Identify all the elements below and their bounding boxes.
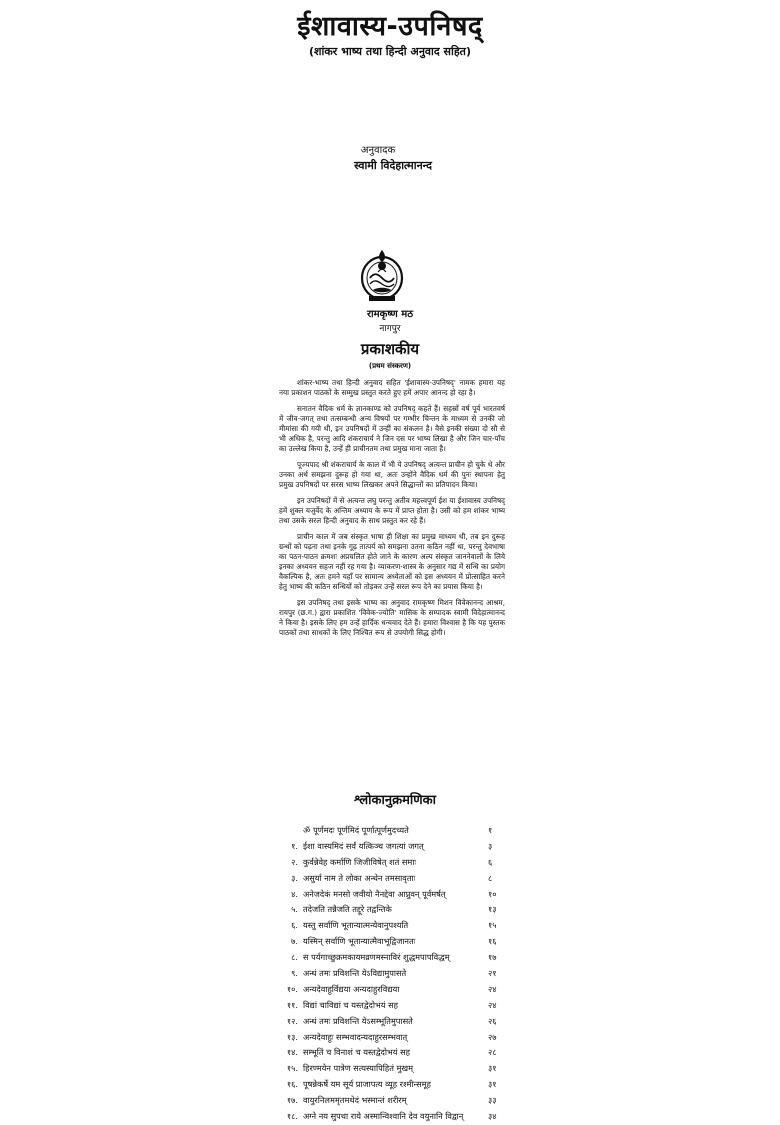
index-verse: कुर्वन्नेवेह कर्माणि जिजीविषेत् शतं समाः (303, 856, 417, 867)
index-row (276, 1014, 508, 1030)
index-verse: असुर्या नाम ते लोका अन्धेन तमसावृताः (303, 872, 416, 883)
index-verse: अनेजदेकं मनसो जवीयो नैनद्देवा आप्नुवन् पूर्वमर्षत् (303, 888, 446, 899)
index-number: ५. (291, 904, 298, 915)
index-row (276, 934, 508, 950)
index-verse: अन्धं तमः प्रविशन्ति येऽविद्यामुपासते (303, 968, 407, 979)
index-row (276, 918, 508, 934)
index-verse: ईशा वास्यमिदं सर्वं यत्किञ्च जगत्यां जगत् (303, 840, 424, 851)
index-page: २७ (488, 1031, 497, 1042)
index-row (276, 902, 508, 918)
index-verse: ॐ पूर्णमदः पूर्णमिदं पूर्णात्पूर्णमुदच्यते (303, 825, 409, 835)
index-page: ३४ (488, 1111, 497, 1122)
index-number: ८. (291, 952, 298, 963)
index-verse: यस्तु सर्वाणि भूतान्यात्मन्येवानुपश्यति (303, 920, 409, 931)
publisher-name: रामकृष्ण मठ (366, 309, 414, 320)
index-row (276, 887, 508, 903)
index-page: १५ (488, 920, 497, 931)
index-row (276, 1077, 508, 1093)
index-number: १४. (286, 1047, 298, 1058)
index-page: २१ (488, 968, 497, 979)
index-number: १३. (286, 1031, 298, 1042)
foreword-paragraph: प्राचीन काल में जब संस्कृत भाषा ही शिक्षा का प्रमुख माध्यम थी, तब इन दुरूह ग्रन्थों को पढ़ना तथा इनके गूढ़ तात्पर्य को समझना उतना कठिन नहीं था, परन्तु देवभाषा का पठन-पाठन क्रमशः अप्रचलित होते जाने के कारण अल्प संस्कृत जाननेवालों के लिये इनका अध्ययन सहज नहीं रह गया है। व्याकरण-शास्त्र के अनुसार गद्य में सन्धि का प्रयोग वैकल्पिक है, अतः हमने यहाँ पर सामान्य अध्येताओं को इस अध्ययन में प्रोत्साहित करने हेतु भाष्य की कठिन सन्धियों को तोड़कर उन्हें सरल रूप देने का प्रयास किया है। (279, 532, 505, 591)
foreword-paragraph: इस उपनिषद् तथा इसके भाष्य का अनुवाद रामकृष्ण मिशन विवेकानन्द आश्रम, रायपुर (छ.ग.) द्वारा प्रकाशित 'विवेक-ज्योति' मासिक के सम्पादक स्वामी विदेहात्मानन्द ने किया है। इसके लिए हम उन्हें हार्दिक धन्यवाद देते हैं। हमारा विश्वास है कि यह पुस्तक पाठकों तथा साधकों के लिए निश्चित रूप से उपयोगी सिद्ध होगी। (279, 598, 505, 637)
book-title: ईशावास्य-उपनिषद् (297, 11, 483, 42)
index-row (276, 950, 508, 966)
index-row (276, 1030, 508, 1046)
index-row (276, 1061, 508, 1077)
foreword-paragraph: शांकर-भाष्य तथा हिन्दी अनुवाद सहित 'ईशावास्य-उपनिषद्' नामक हमारा यह नया प्रकाशन पाठकों के सम्मुख प्रस्तुत करते हुए हमें अपार आनन्द हो रहा है। (279, 378, 505, 397)
index-verse: यस्मिन् सर्वाणि भूतान्यात्मैवाभूद्विजानतः (303, 936, 416, 947)
index-number: १८. (286, 1111, 298, 1122)
index-number: १. (291, 840, 298, 851)
index-page: १७ (488, 952, 497, 963)
index-number: ९. (291, 968, 298, 979)
index-number: १५. (286, 1063, 298, 1074)
index-page: १६ (488, 936, 497, 947)
index-row (276, 982, 508, 998)
index-page: २४ (488, 999, 497, 1010)
index-page: ८ (488, 872, 493, 883)
index-number: ७. (291, 936, 298, 947)
foreword-paragraph: सनातन वैदिक धर्म के ज्ञानकाण्ड को उपनिषद् कहते हैं। सहस्रों वर्ष पूर्व भारतवर्ष में जीव-जगत् तथा तत्सम्बन्धी अन्य विषयों पर गम्भीर चिन्तन के माध्यम से उनकी जो मीमांसा की गयी थी, इन उपनिषदों में उन्हीं का संकलन है। वैसे इनकी संख्या दो सौ से भी अधिक है, परन्तु आदि शंकराचार्य ने जिन दस पर भाष्य लिखा है और जिन चार-पाँच का उल्लेख किया है, उन्हें ही प्राचीनतम तथा प्रमुख माना जाता है। (279, 404, 505, 453)
index-number: १२. (286, 1015, 298, 1026)
index-row (276, 823, 508, 839)
index-page: ३ (488, 840, 493, 851)
index-verse: सम्भूतिं च विनाशं च यस्तद्वेदोभयं सह (303, 1047, 411, 1058)
foreword-paragraph: पूज्यपाद श्री शंकराचार्य के काल में भी ये उपनिषद् अत्यन्त प्राचीन हो चुके थे और उनका अर्थ समझना दुरूह हो गया था, अतः उन्होंने वैदिक धर्म की पुनः स्थापना हेतु प्रमुख उपनिषदों पर सरस भाष्य लिखकर अपने सिद्धान्तों का प्रतिपादन किया। (279, 460, 505, 489)
index-verse: अन्यदेवाहुः सम्भवादन्यदाहुरसम्भवात् (303, 1031, 408, 1042)
index-page: ६ (488, 856, 493, 867)
index-page: १३ (488, 904, 497, 915)
index-page: ३१ (488, 1063, 497, 1074)
index-verse: अन्यदेवाहुर्विद्यया अन्यदाहुरविद्यया (303, 983, 400, 994)
index-number: ६. (291, 920, 298, 931)
book-subtitle: (शांकर भाष्य तथा हिन्दी अनुवाद सहित) (309, 45, 471, 58)
index-page: ३३ (488, 1095, 497, 1106)
index-number: ४. (291, 888, 298, 899)
index-verse: हिरण्मयेन पात्रेण सत्यस्यापिहितं मुखम् (303, 1063, 414, 1074)
index-number: २. (291, 856, 298, 867)
translator-label: अनुवादक (360, 145, 396, 156)
index-verse: स पर्यगाच्छुक्रमकायमव्रणमस्नाविरं शुद्धमपापविद्धम् (303, 952, 450, 963)
edition-label: (प्रथम संस्करण) (368, 362, 412, 370)
verse-index-heading: श्लोकानुक्रमणिका (354, 793, 436, 808)
index-page: २४ (488, 983, 497, 994)
index-page: २६ (488, 1015, 497, 1026)
verse-index-list (276, 823, 508, 1125)
index-row (276, 855, 508, 871)
index-number: ३. (291, 872, 298, 883)
index-verse: पूषन्नेकर्षे यम सूर्य प्राजापत्य व्यूह रश्मीन्समूह (303, 1079, 431, 1090)
index-row (276, 871, 508, 887)
foreword-body (279, 378, 505, 644)
index-verse: अग्ने नय सुपथा राये अस्मान्विश्वानि देव वयुनानि विद्वान् (303, 1111, 464, 1122)
index-page: १ (488, 825, 493, 835)
index-verse: तदेजति तन्नैजति तद्दूरे तद्वन्तिके (303, 904, 392, 915)
index-verse: विद्यां चाविद्यां च यस्तद्वेदोभयं सह (303, 999, 398, 1010)
foreword-heading: प्रकाशकीय (360, 340, 420, 358)
index-row (276, 1045, 508, 1061)
index-number: १७. (286, 1095, 298, 1106)
index-page: २८ (488, 1047, 497, 1058)
foreword-paragraph: इन उपनिषदों में से अत्यन्त लघु परन्तु अतीव महत्त्वपूर्ण ईश या ईशावास्य उपनिषद् हमें शुक्ल यजुर्वेद के अन्तिम अध्याय के रूप में प्राप्त होता है। उसी को हम शांकर भाष्य तथा उसके सरल हिन्दी अनुवाद के साथ प्रस्तुत कर रहे हैं। (279, 496, 505, 525)
publisher-city: नागपुर (379, 324, 401, 334)
ramakrishna-order-emblem-icon (359, 246, 405, 302)
index-row (276, 839, 508, 855)
index-number: १६. (286, 1079, 298, 1090)
index-row (276, 1093, 508, 1109)
index-page: १० (488, 888, 497, 899)
index-row (276, 998, 508, 1014)
index-row (276, 1109, 508, 1125)
index-number: १०. (286, 983, 298, 994)
index-page: ३१ (488, 1079, 497, 1090)
index-row (276, 966, 508, 982)
index-verse: अन्धं तमः प्रविशन्ति येऽसम्भूतिमुपासते (303, 1015, 413, 1026)
index-number: ११. (286, 999, 298, 1010)
translator-name: स्वामी विदेहात्मानन्द (354, 159, 432, 172)
index-verse: वायुरनिलममृतमथेदं भस्मान्तं शरीरम् (303, 1095, 407, 1106)
